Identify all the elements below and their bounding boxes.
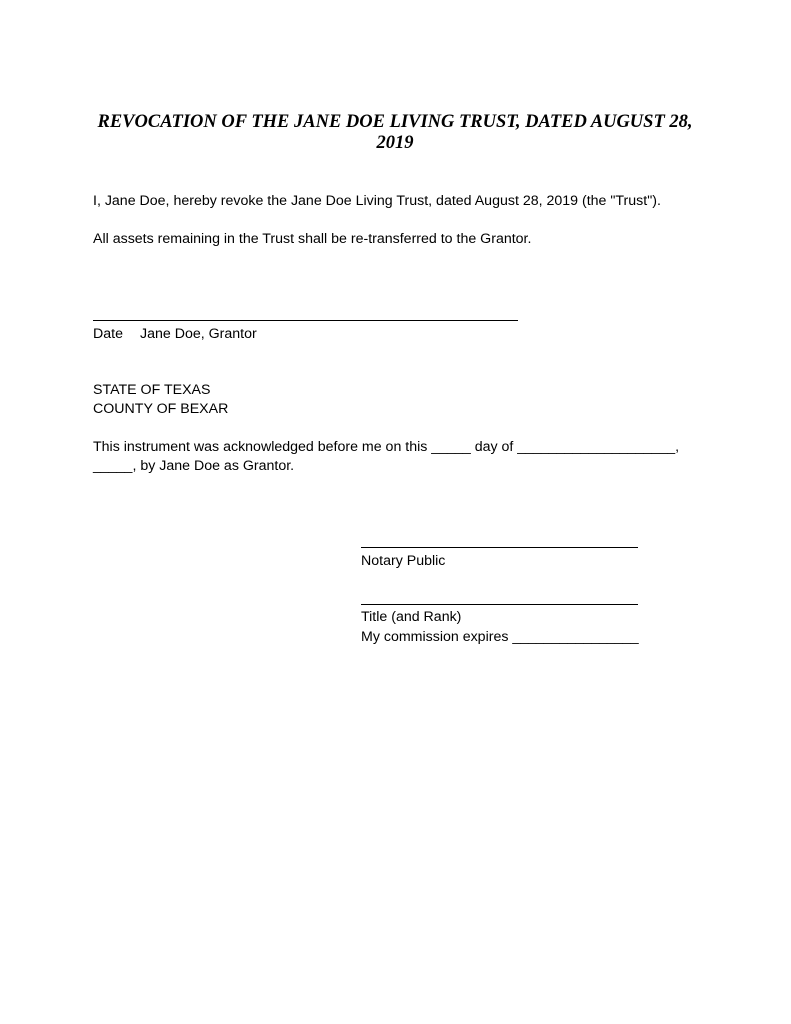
- commission-expires-label: My commission expires ________________: [361, 629, 639, 645]
- grantor-label: Jane Doe, Grantor: [140, 326, 257, 342]
- title-rank-label: Title (and Rank): [361, 609, 462, 625]
- revocation-paragraph: I, Jane Doe, hereby revoke the Jane Doe Living Trust, dated August 28, 2019 (the "Trust").: [93, 193, 661, 209]
- document-title: REVOCATION OF THE JANE DOE LIVING TRUST, DATED AUGUST 28, 2019: [97, 112, 693, 153]
- notary-signature-line: [361, 547, 638, 548]
- county-line: COUNTY OF BEXAR: [93, 401, 229, 417]
- assets-paragraph: All assets remaining in the Trust shall be re-transferred to the Grantor.: [93, 231, 532, 247]
- state-line: STATE OF TEXAS: [93, 382, 211, 398]
- notary-public-label: Notary Public: [361, 553, 446, 569]
- acknowledgment-line-1: This instrument was acknowledged before me on this _____ day of ____________________,: [93, 439, 680, 455]
- date-label: Date: [93, 326, 123, 342]
- signature-line: [93, 320, 518, 321]
- title-rank-line: [361, 604, 638, 605]
- acknowledgment-line-2: _____, by Jane Doe as Grantor.: [93, 458, 295, 474]
